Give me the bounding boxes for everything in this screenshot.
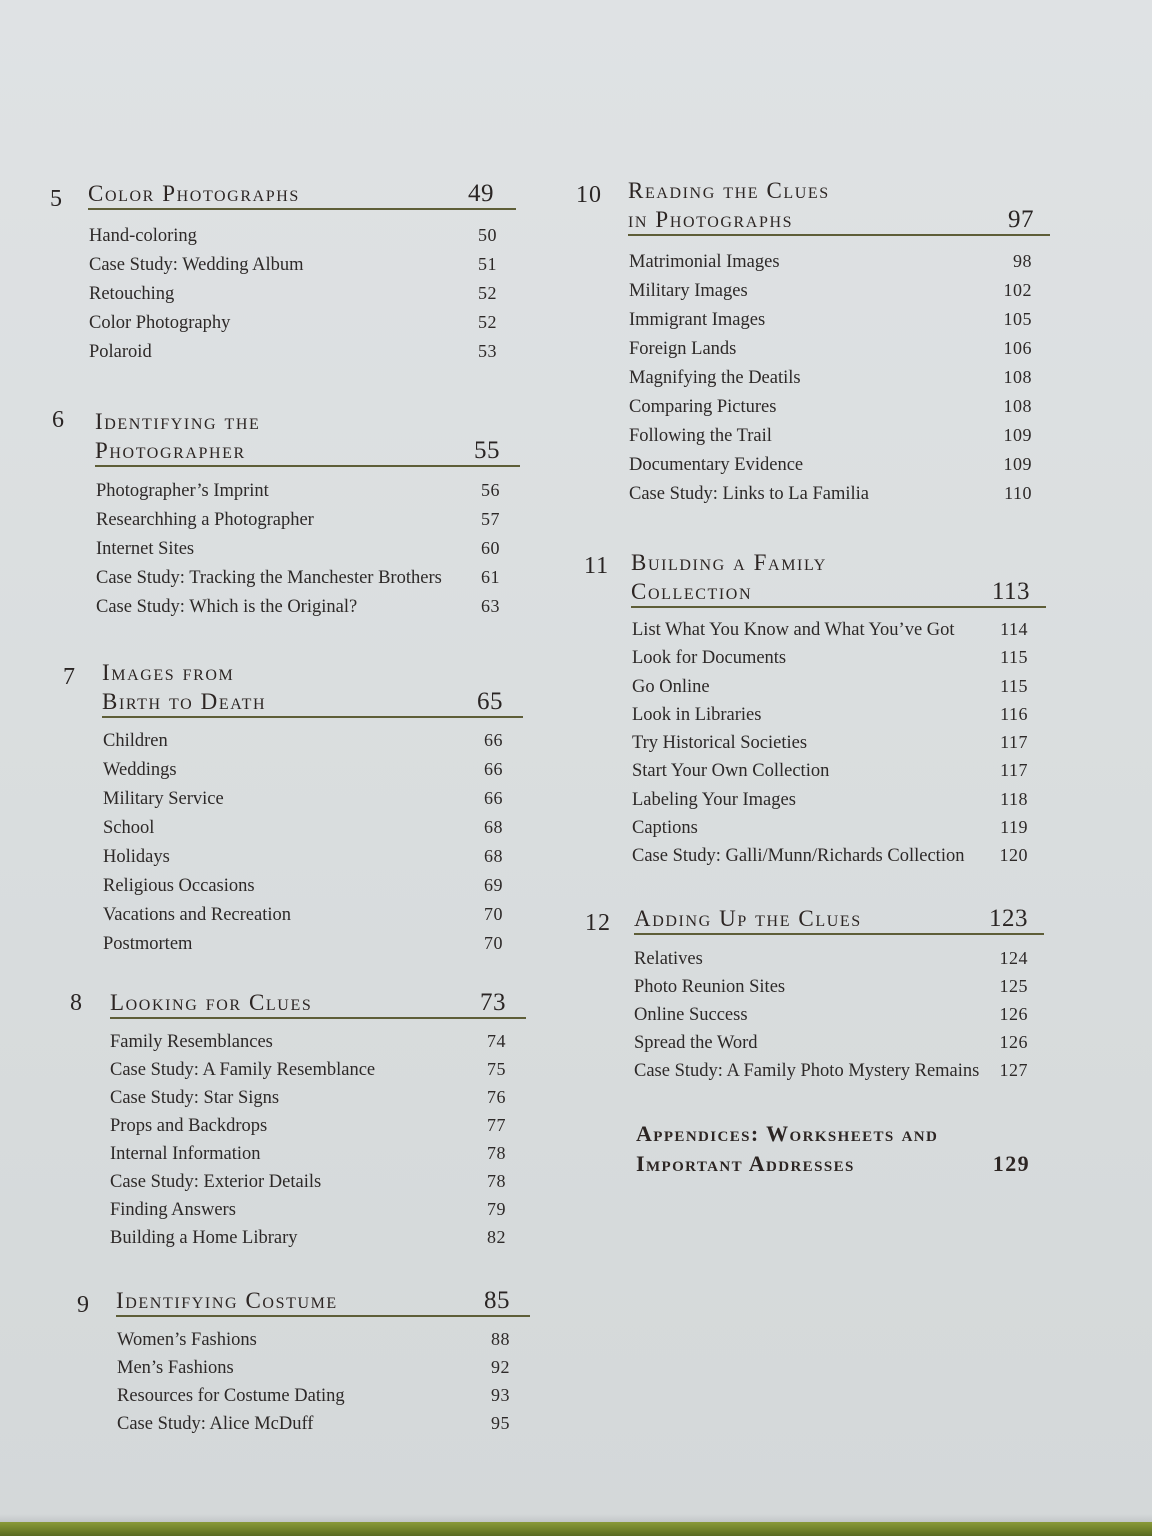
toc-entry[interactable] [103, 900, 503, 929]
entry-page-number: 53 [478, 341, 497, 361]
toc-entry[interactable] [632, 756, 1028, 784]
toc-entry[interactable] [629, 305, 1032, 334]
entry-page-number: 117 [1000, 760, 1028, 781]
chapter-title-line[interactable]: Birth to Death [102, 689, 267, 714]
entry-label: Family Resemblances [110, 1032, 273, 1052]
entry-page-number: 56 [481, 480, 500, 500]
toc-entry[interactable] [634, 1000, 1028, 1028]
entry-page-number: 119 [1000, 817, 1028, 838]
entry-page-number: 105 [1003, 309, 1032, 329]
entry-page-number: 108 [1003, 396, 1032, 416]
chapter-number: 11 [584, 553, 610, 579]
entry-page-number: 68 [484, 817, 503, 837]
entry-page-number: 78 [487, 1143, 506, 1163]
entry-page-number: 126 [999, 1004, 1028, 1024]
entry-label: Documentary Evidence [629, 455, 804, 475]
entry-label: Try Historical Societies [632, 733, 808, 754]
chapter-heading-row [634, 904, 1044, 935]
entry-page-number: 77 [487, 1115, 506, 1135]
entry-label: Start Your Own Collection [632, 761, 830, 782]
chapter-entries [96, 476, 500, 621]
toc-entry[interactable] [103, 871, 503, 900]
toc-entry[interactable] [89, 337, 497, 366]
appendix-page-number: 129 [992, 1151, 1030, 1176]
entry-label: Hand-coloring [89, 226, 197, 246]
toc-entry[interactable] [629, 392, 1032, 421]
entry-page-number: 76 [487, 1087, 506, 1107]
entry-label: Photo Reunion Sites [634, 977, 786, 997]
entry-label: Case Study: Exterior Details [110, 1172, 322, 1192]
chapter-heading-row [116, 1286, 530, 1317]
toc-entry[interactable] [117, 1353, 510, 1381]
entry-label: School [103, 818, 155, 838]
entry-label: Children [103, 731, 168, 751]
chapter-title[interactable]: Identifying Costume [116, 1288, 338, 1313]
entry-label: Internet Sites [96, 539, 195, 559]
entry-label: Look for Documents [632, 648, 787, 669]
toc-entry[interactable] [634, 1028, 1028, 1056]
entry-label: Case Study: Links to La Familia [629, 484, 869, 504]
entry-label: Women’s Fashions [117, 1330, 257, 1350]
chapter-number: 7 [63, 664, 76, 690]
chapter-title-line[interactable]: Photographer [95, 438, 246, 463]
chapter-page-number: 85 [484, 1287, 510, 1314]
toc-entry[interactable] [117, 1325, 510, 1353]
entry-page-number: 117 [1000, 732, 1028, 753]
entry-page-number: 66 [484, 730, 503, 750]
chapter-page-number: 113 [991, 578, 1030, 605]
entry-page-number: 60 [481, 538, 500, 558]
toc-entry[interactable] [632, 615, 1028, 643]
entry-label: Case Study: Tracking the Manchester Brothers [96, 568, 442, 588]
entry-page-number: 63 [481, 596, 500, 616]
chapter-title[interactable]: Looking for Clues [110, 990, 313, 1015]
toc-entry[interactable] [632, 813, 1028, 841]
toc-entry[interactable] [89, 279, 497, 308]
entry-page-number: 68 [484, 846, 503, 866]
entry-page-number: 115 [1000, 675, 1028, 696]
entry-label: Immigrant Images [629, 310, 766, 330]
toc-entry[interactable] [96, 592, 500, 621]
chapter-entries [89, 221, 497, 366]
entry-label: Case Study: A Family Resemblance [110, 1060, 376, 1080]
entry-page-number: 78 [487, 1171, 506, 1191]
appendix-title-line [636, 1119, 1030, 1149]
chapter-title-line[interactable]: Collection [631, 579, 753, 604]
entry-page-number: 109 [1003, 425, 1032, 445]
toc-entry[interactable] [103, 755, 503, 784]
chapter-number: 6 [52, 407, 65, 433]
entry-page-number: 124 [999, 948, 1028, 968]
entry-label: Comparing Pictures [629, 397, 777, 417]
entry-label: Case Study: Alice McDuff [117, 1414, 314, 1434]
entry-label: Go Online [632, 676, 710, 697]
toc-entry[interactable] [110, 1111, 506, 1139]
chapter-title-line[interactable]: Reading the Clues [628, 178, 830, 203]
entry-page-number: 125 [999, 976, 1028, 996]
chapter-entries [103, 726, 503, 958]
bottom-edge-shadow [0, 1514, 1152, 1522]
toc-entry[interactable] [629, 276, 1032, 305]
entry-page-number: 75 [487, 1059, 506, 1079]
entry-page-number: 110 [1004, 483, 1032, 503]
chapter-heading [634, 904, 1044, 935]
entry-label: Spread the Word [634, 1033, 758, 1053]
entry-page-number: 82 [487, 1227, 506, 1247]
chapter-heading-row [110, 988, 526, 1019]
appendix-heading[interactable] [636, 1119, 1030, 1179]
entry-label: Matrimonial Images [629, 252, 780, 272]
entry-label: Case Study: A Family Photo Mystery Remains [634, 1061, 980, 1081]
chapter-heading [631, 548, 1046, 608]
toc-entry[interactable] [103, 929, 503, 958]
chapter-page-number: 65 [477, 688, 503, 715]
toc-entry[interactable] [629, 363, 1032, 392]
entry-label: Captions [632, 818, 698, 839]
chapter-heading [88, 179, 516, 210]
entry-label: Labeling Your Images [632, 789, 796, 810]
entry-label: Case Study: Star Signs [110, 1088, 280, 1108]
chapter-number: 10 [576, 182, 602, 208]
entry-label: Researchhing a Photographer [96, 510, 314, 530]
toc-entry[interactable] [117, 1409, 510, 1437]
entry-label: Relatives [634, 949, 703, 969]
chapter-heading-row [95, 436, 520, 467]
chapter-page-number: 49 [468, 180, 494, 207]
chapter-heading-row [631, 577, 1046, 608]
entry-label: Retouching [89, 284, 175, 304]
entry-page-number: 109 [1003, 454, 1032, 474]
entry-label: Case Study: Wedding Album [89, 255, 304, 275]
bottom-green-band [0, 1522, 1152, 1536]
toc-entry[interactable] [110, 1139, 506, 1167]
appendix-title-row [636, 1149, 1030, 1179]
entry-page-number: 70 [484, 904, 503, 924]
toc-entry[interactable] [629, 334, 1032, 363]
entry-page-number: 95 [491, 1413, 510, 1433]
entry-label: Online Success [634, 1005, 748, 1025]
entry-label: Resources for Costume Dating [117, 1386, 345, 1406]
toc-entry[interactable] [110, 1195, 506, 1223]
toc-entry[interactable] [632, 728, 1028, 756]
toc-entry[interactable] [629, 479, 1032, 508]
entry-label: Military Images [629, 281, 748, 301]
entry-label: Following the Trail [629, 426, 772, 446]
chapter-entries [629, 247, 1032, 508]
chapter-page-number: 97 [1008, 206, 1034, 233]
entry-page-number: 57 [481, 509, 500, 529]
toc-entry[interactable] [629, 450, 1032, 479]
chapter-number: 8 [70, 990, 83, 1016]
entry-page-number: 66 [484, 759, 503, 779]
toc-entry[interactable] [103, 726, 503, 755]
toc-entry[interactable] [629, 247, 1032, 276]
entry-label: Foreign Lands [629, 339, 737, 359]
entry-page-number: 120 [999, 845, 1028, 866]
toc-entry[interactable] [110, 1055, 506, 1083]
chapter-heading [628, 176, 1050, 236]
chapter-heading [116, 1286, 530, 1317]
entry-page-number: 106 [1003, 338, 1032, 358]
entry-page-number: 51 [478, 254, 497, 274]
entry-page-number: 52 [478, 312, 497, 332]
chapter-heading [95, 407, 520, 467]
chapter-number: 5 [50, 186, 63, 212]
entry-page-number: 50 [478, 225, 497, 245]
entry-label: Props and Backdrops [110, 1116, 268, 1136]
chapter-heading [110, 988, 526, 1019]
toc-entry[interactable] [632, 785, 1028, 813]
toc-entry[interactable] [632, 841, 1028, 869]
toc-entry[interactable] [89, 250, 497, 279]
entry-page-number: 115 [1000, 647, 1028, 668]
toc-entry[interactable] [634, 972, 1028, 1000]
entry-page-number: 102 [1003, 280, 1032, 300]
chapter-title-line[interactable]: Images from [102, 660, 235, 685]
entry-label: Men’s Fashions [117, 1358, 234, 1378]
toc-entry[interactable] [110, 1083, 506, 1111]
toc-entry[interactable] [632, 700, 1028, 728]
entry-page-number: 79 [487, 1199, 506, 1219]
chapter-heading-row [102, 687, 523, 718]
entry-page-number: 69 [484, 875, 503, 895]
chapter-number: 12 [585, 910, 611, 936]
toc-entry[interactable] [103, 842, 503, 871]
entry-label: Holidays [103, 847, 170, 867]
entry-page-number: 61 [481, 567, 500, 587]
chapter-page-number: 73 [480, 989, 506, 1016]
chapter-page-number: 123 [989, 905, 1028, 932]
entry-page-number: 127 [999, 1060, 1028, 1080]
entry-page-number: 66 [484, 788, 503, 808]
chapter-number: 9 [77, 1292, 90, 1318]
entry-label: Weddings [103, 760, 177, 780]
toc-entry[interactable] [110, 1223, 506, 1251]
toc-entry[interactable] [96, 505, 500, 534]
chapter-entries [117, 1325, 510, 1437]
toc-entry[interactable] [632, 672, 1028, 700]
toc-entry[interactable] [89, 221, 497, 250]
toc-entry[interactable] [110, 1167, 506, 1195]
toc-entry[interactable] [629, 421, 1032, 450]
chapter-title[interactable]: Color Photographs [88, 181, 300, 206]
entry-label: Case Study: Which is the Original? [96, 597, 358, 617]
appendix-title-line-1: Appendices: Worksheets and [636, 1121, 939, 1146]
toc-entry[interactable] [89, 308, 497, 337]
entry-label: List What You Know and What You’ve Got [632, 620, 955, 640]
entry-label: Photographer’s Imprint [96, 481, 269, 501]
entry-label: Polaroid [89, 342, 152, 362]
toc-entry[interactable] [632, 643, 1028, 671]
entry-label: Vacations and Recreation [103, 905, 292, 925]
toc-entry[interactable] [96, 563, 500, 592]
entry-page-number: 114 [1000, 619, 1028, 639]
entry-page-number: 98 [1013, 251, 1032, 271]
chapter-entries [634, 944, 1028, 1084]
entry-label: Religious Occasions [103, 876, 255, 896]
entry-label: Internal Information [110, 1144, 261, 1164]
entry-label: Case Study: Galli/Munn/Richards Collection [632, 846, 965, 867]
entry-label: Look in Libraries [632, 704, 762, 725]
appendix-title-line-2: Important Addresses [636, 1151, 855, 1176]
entry-page-number: 92 [491, 1357, 510, 1377]
entry-label: Postmortem [103, 934, 193, 954]
entry-page-number: 88 [491, 1329, 510, 1349]
chapter-title-line[interactable]: Identifying the [95, 409, 261, 434]
entry-label: Building a Home Library [110, 1228, 298, 1248]
entry-page-number: 118 [1000, 788, 1028, 809]
entry-label: Military Service [103, 789, 224, 809]
chapter-heading-row [88, 179, 516, 210]
entry-page-number: 70 [484, 933, 503, 953]
chapter-title[interactable]: Adding Up the Clues [634, 906, 862, 931]
entry-label: Magnifying the Deatils [629, 368, 801, 388]
toc-entry[interactable] [96, 476, 500, 505]
toc-entry[interactable] [634, 944, 1028, 972]
toc-entry[interactable] [103, 784, 503, 813]
entry-page-number: 74 [487, 1031, 506, 1051]
entry-page-number: 116 [1000, 703, 1028, 724]
toc-entry[interactable] [634, 1056, 1028, 1084]
toc-entry[interactable] [110, 1027, 506, 1055]
toc-entry[interactable] [117, 1381, 510, 1409]
chapter-page-number: 55 [474, 437, 500, 464]
toc-entry[interactable] [96, 534, 500, 563]
chapter-heading [102, 658, 523, 718]
entry-label: Finding Answers [110, 1200, 236, 1220]
toc-entry[interactable] [103, 813, 503, 842]
chapter-title-line[interactable]: in Photographs [628, 207, 794, 232]
entry-page-number: 108 [1003, 367, 1032, 387]
entry-page-number: 52 [478, 283, 497, 303]
chapter-title-line[interactable]: Building a Family [631, 550, 827, 575]
entry-page-number: 93 [491, 1385, 510, 1405]
entry-page-number: 126 [999, 1032, 1028, 1052]
chapter-heading-row [628, 205, 1050, 236]
chapter-entries [110, 1027, 506, 1251]
entry-label: Color Photography [89, 313, 231, 333]
chapter-entries [632, 615, 1028, 870]
